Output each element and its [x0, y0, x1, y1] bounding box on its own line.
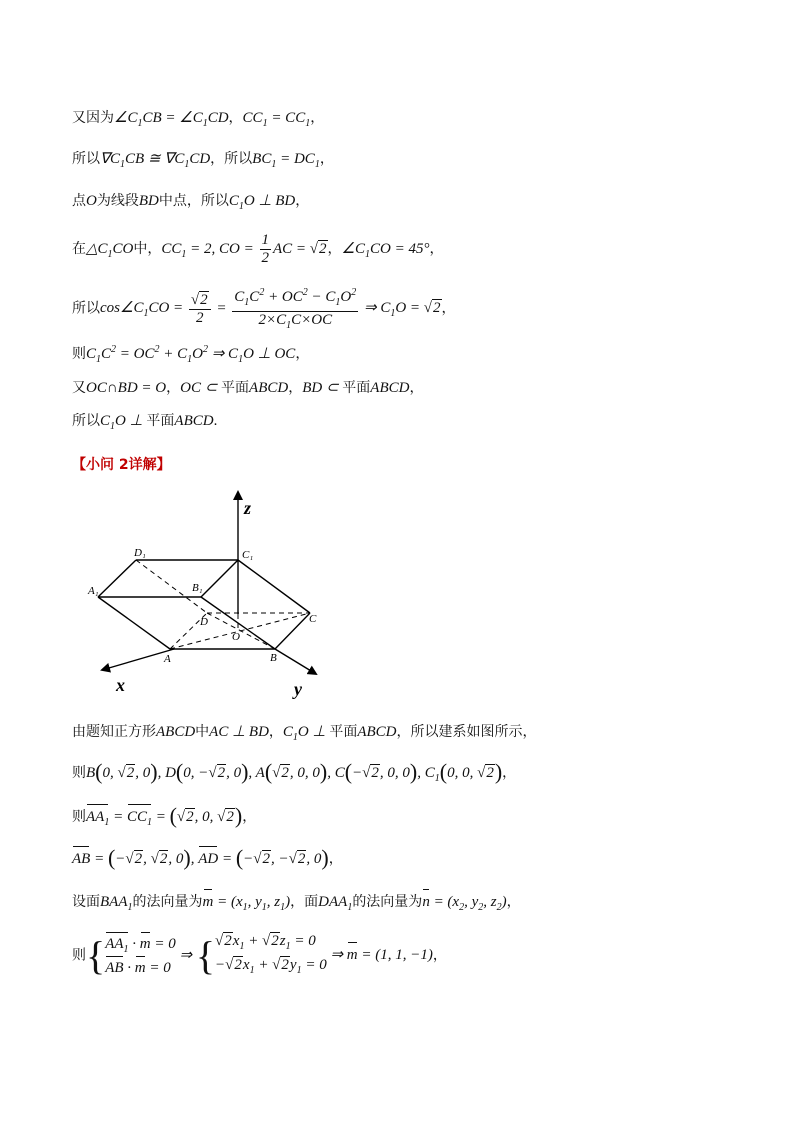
section-heading: 【小问 2详解】 — [72, 457, 171, 473]
edge-aa1 — [98, 597, 170, 649]
label-y: y — [294, 679, 302, 699]
proof-line-2: 所以$\nabla C_1CB$ ≅ $\nabla C_1CD$，所以$BC_1 = DC_1$， — [72, 151, 334, 170]
coord-line-4: AB = (−√2, √2, 0), AD = (−√2, −√2, 0)， — [72, 845, 343, 870]
proof-line-6: 则$C_1C^2 = OC^2 + C_1O^2$ ⇒ $C_1O$ ⊥ OC， — [72, 344, 310, 365]
hidden-diag-bd — [207, 613, 275, 649]
edge-b1c1 — [201, 560, 238, 597]
proof-line-7: 又OC∩BD = O，OC ⊂ 平面ABCD，BD ⊂ 平面ABCD， — [72, 380, 424, 396]
normal-vector-line: 设面$BAA_1$的法向量为$m = (x_1$, $y_1$, $z_1$)，面$DAA_1$的法向量为$n = (x_2$, $y_2$, $z_2$)， — [72, 894, 521, 913]
label-x: x — [116, 675, 125, 695]
label-d: D — [200, 616, 208, 628]
label-b1: B₁ — [192, 582, 203, 594]
label-c: C — [309, 613, 317, 625]
label-o: O — [232, 631, 240, 643]
label-a1: A₁ — [88, 585, 99, 597]
y-axis — [275, 649, 316, 674]
edge-a1d1 — [98, 560, 136, 597]
coord-line-2: 则B(0, √2, 0), D(0, −√2, 0), A(√2, 0, 0), C(−√2, 0, 0), $C_1(0$, 0, √2)， — [72, 759, 517, 784]
proof-line-4: 在$\triangle C_1CO$中，$CC_1 = 2$, CO = $\frac{1}{2}$ AC = √2，$\angle C_1CO = 45^\circ$， — [72, 232, 444, 266]
coord-line-3: 则$AA_1 = CC_1 = (√2$, 0, √2)， — [72, 806, 256, 833]
coord-line-1: 由题知正方形ABCD中AC ⊥ BD，$C_1O$ ⊥ 平面ABCD，所以建系如图所示， — [72, 724, 537, 743]
edge-cc1 — [238, 560, 310, 613]
label-z: z — [244, 498, 252, 518]
label-a: A — [164, 653, 171, 665]
coordinate-figure — [84, 484, 334, 699]
proof-line-3: 点O为线段BD中点，所以$C_1O$ ⊥ BD， — [72, 193, 310, 212]
label-d1: D₁ — [134, 547, 146, 559]
proof-line-1: 又因为$\angle C_1CB$ = $\angle C_1CD$，$CC_1 = CC_1$， — [72, 110, 325, 129]
label-b: B — [270, 652, 277, 664]
proof-line-8: 所以$C_1O$ ⊥ 平面ABCD. — [72, 413, 218, 432]
proof-line-5: 所以$\cos\angle C_1CO$ = $\frac{√2}{2}$ = $\frac{C_1C^2 + OC^2 - C_1O^2}{2\times C_1C\times OC}$ ⇒ $C_1O = √2$， — [72, 284, 456, 334]
edge-bc — [275, 613, 310, 649]
label-c1: C₁ — [242, 549, 254, 561]
system-line: 则{ $AA_1 \cdot m = 0$ AB · m = 0 ⇒ { $√2x_1 + √2z_1 = 0$ $-√2x_1 + √2y_1 = 0$ ⇒ m = (1, 1, −1)， — [72, 933, 447, 978]
